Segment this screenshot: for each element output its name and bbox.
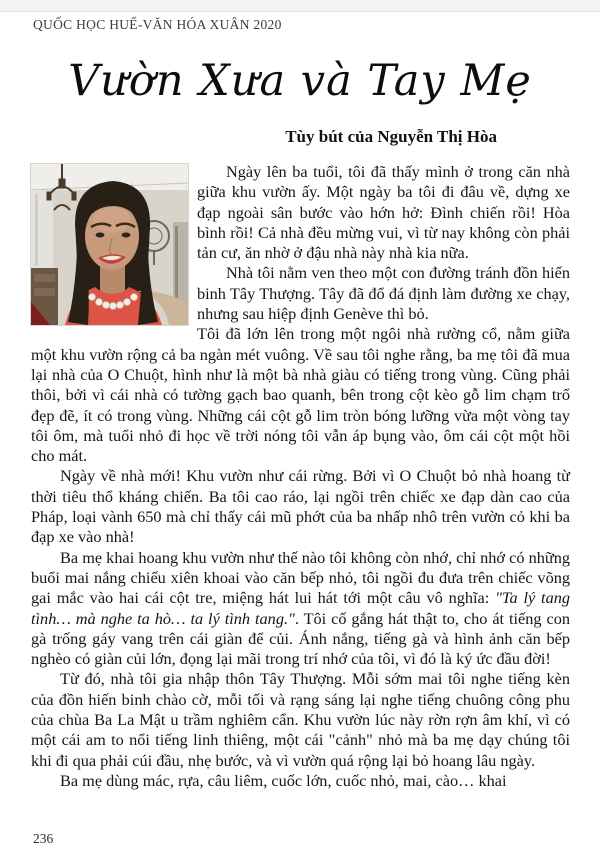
paragraph-1: Ngày lên ba tuổi, tôi đã thấy mình ở trong căn nhà giữa khu vườn ấy. Một ngày ba tôi đi đâu về, dựng xe đạp ngoài sân bước vào hớn hở: Đình chiến rồi! Hòa bình rồi! Cả nhà đều mừng vui, vì từ nay không còn phải tản cư, ăn nhờ ở đậu nhà này nhà kia nữa. [197, 162, 570, 263]
paragraph-4: Ngày về nhà mới! Khu vườn như cái rừng. Bởi vì O Chuột bỏ nhà hoang từ thời tiêu thổ kháng chiến. Ba tôi cao ráo, lại ngồi trên chiếc xe đạp dàn cao của Pháp, loại vành 650 mà chỉ thấy cái mũ phớt của ba nhấp nhô trên vườn cỏ khi ba đạp xe vào nhà! [31, 466, 570, 547]
paragraph-6: Từ đó, nhà tôi gia nhập thôn Tây Thượng. Mỗi sớm mai tôi nghe tiếng kèn của đồn hiến binh chào cờ, mỗi tối và rạng sáng lại nghe tiếng chuông công phu của chùa Ba La Mật u trầm nghiêm cẩn. Khu vườn lúc này rờn rợn âm khí, vì có một cái am to nổi tiếng linh thiêng, một cái "cảnh" nhỏ mà ba mẹ dạy chúng tôi khi đi qua phải cúi đầu, nhẹ bước, và vì vườn quá rộng lại bỏ hoang lâu ngày. [31, 669, 570, 770]
running-header: QUỐC HỌC HUẾ-VĂN HÓA XUÂN 2020 [33, 17, 282, 32]
paragraph-5 [31, 548, 570, 670]
paragraph-2: Nhà tôi nằm ven theo một con đường tránh đồn hiến binh Tây Thượng. Tây đã đổ đá định làm đường xe chạy, nhưng sau hiệp định Genève thì bỏ. [197, 263, 570, 324]
article-body [31, 162, 570, 791]
article-title: Vườn Xưa và Tay Mẹ [68, 56, 532, 106]
page-number: 236 [33, 831, 54, 846]
paragraph-7: Ba mẹ dùng mác, rựa, câu liêm, cuốc lớn, cuốc nhỏ, mai, cào… khai [60, 770, 507, 790]
folk-song-quote: "Ta lý tang tình… mà nghe ta hò… ta lý tình tang." [31, 588, 570, 628]
author-photo [31, 164, 188, 325]
paragraph-3: Tôi đã lớn lên trong một ngôi nhà rường cổ, nằm giữa một khu vườn rộng cả ba ngàn mét vuông. Về sau tôi nghe rằng, ba mẹ tôi đã mua lại nhà của O Chuột, hình như là một bà nhà giàu có tiếng trong vùng. Cũng phải thôi, bởi vì cái nhà có tường gạch bao quanh, bên trong cột kèo gỗ lim chạm trổ đẹp đẽ, ít có trong vùng. Những cái cột gỗ lim tròn bóng lưỡng vừa một vòng tay tôi ôm, mà tuổi nhỏ đi học về trời nóng tôi vẫn áp bụng vào, ôm cái cột một hồi cho mát. [31, 324, 570, 466]
paragraph-5-text-before-quote: Ba mẹ khai hoang khu vườn như thế nào tôi không còn nhớ, chỉ nhớ có những buổi mai nắng chiếu xiên khoai vào căn bếp nhỏ, tôi ngồi đu đưa trên chiếc võng gai mắc vào hai cái cột tre, miệng hát lui hát tới một câu vô nghĩa: [31, 547, 570, 608]
author-photo-illustration [31, 164, 188, 325]
paragraph-5-text-after-quote: . Tôi cố gắng hát thật to, cho át tiếng con gà trống gáy vang trên cái giàn để củi. Ánh nắng, tiếng gà và hình ảnh căn bếp nghèo có giàn củi lớn, đọng lại mãi trong trí nhớ của tôi, vì đó là ký ức đầu đời! [31, 608, 571, 669]
article-byline: Tùy bút của Nguyễn Thị Hòa [285, 127, 497, 146]
page-top-edge [0, 0, 600, 12]
